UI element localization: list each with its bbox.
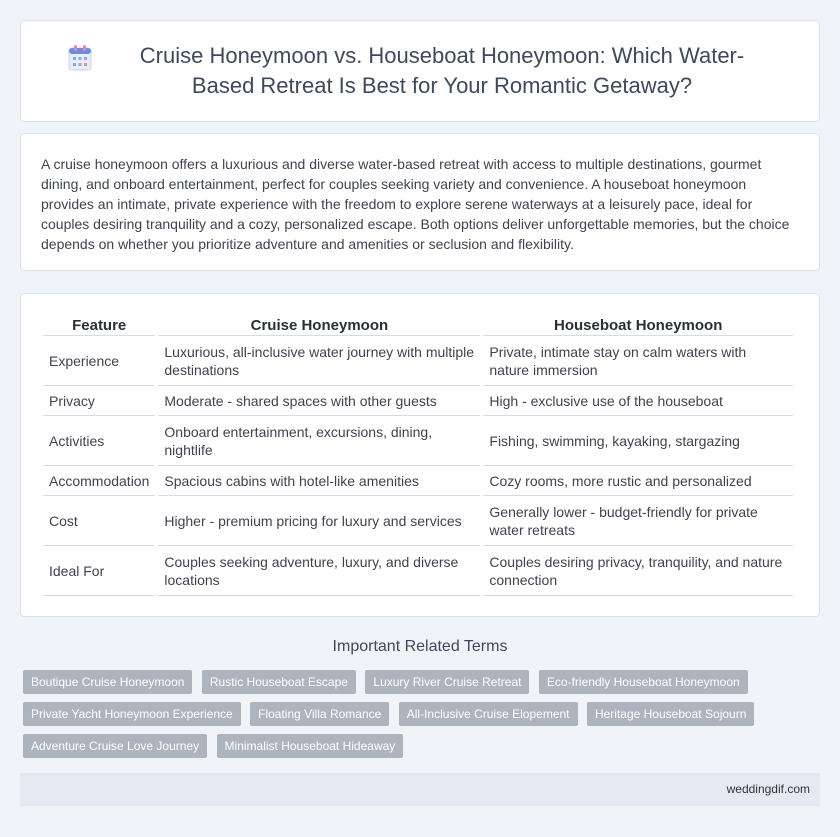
calendar-icon	[68, 45, 92, 71]
feature-cell: Activities	[43, 416, 155, 466]
cruise-cell: Higher - premium pricing for luxury and services	[158, 496, 480, 546]
feature-cell: Experience	[43, 336, 155, 386]
footer-site-link[interactable]: weddingdif.com	[726, 782, 810, 796]
related-term-tag[interactable]: Rustic Houseboat Escape	[202, 670, 356, 694]
feature-cell: Accommodation	[43, 466, 155, 496]
page-title: Cruise Honeymoon vs. Houseboat Honeymoon: Which Water-Based Retreat Is Best for Your Romantic Getaway?	[139, 43, 745, 98]
cruise-cell: Onboard entertainment, excursions, dining, nightlife	[158, 416, 480, 466]
related-terms-list	[23, 670, 823, 766]
houseboat-cell: High - exclusive use of the houseboat	[483, 386, 793, 416]
related-term-tag[interactable]: Private Yacht Honeymoon Experience	[23, 702, 241, 726]
related-term-tag[interactable]: Floating Villa Romance	[250, 702, 389, 726]
cruise-cell: Couples seeking adventure, luxury, and diverse locations	[158, 546, 480, 596]
houseboat-cell: Private, intimate stay on calm waters with nature immersion	[483, 336, 793, 386]
related-term-tag[interactable]: Luxury River Cruise Retreat	[365, 670, 529, 694]
summary-text: A cruise honeymoon offers a luxurious and diverse water-based retreat with access to multiple destinations, gourmet dining, and onboard entertainment, perfect for couples seeking variety and convenience. A houseboat honeymoon provides an intimate, private experience with the freedom to explore serene waterways at a leisurely pace, ideal for couples desiring tranquility and a cozy, personalized escape. Both options deliver unforgettable memories, but the choice depends on whether you prioritize adventure and amenities or seclusion and flexibility.	[41, 156, 790, 252]
comparison-table	[40, 314, 796, 596]
houseboat-cell: Fishing, swimming, kayaking, stargazing	[483, 416, 793, 466]
related-term-tag[interactable]: Heritage Houseboat Sojourn	[587, 702, 754, 726]
houseboat-cell: Cozy rooms, more rustic and personalized	[483, 466, 793, 496]
related-term-tag[interactable]: Boutique Cruise Honeymoon	[23, 670, 192, 694]
table-row	[43, 416, 793, 466]
feature-cell: Cost	[43, 496, 155, 546]
table-row	[43, 386, 793, 416]
summary-card	[20, 133, 820, 271]
footer	[20, 773, 820, 806]
related-term-tag[interactable]: All-Inclusive Cruise Elopement	[399, 702, 578, 726]
related-term-tag[interactable]: Adventure Cruise Love Journey	[23, 734, 207, 758]
header-cruise: Cruise Honeymoon	[158, 314, 480, 336]
feature-cell: Privacy	[43, 386, 155, 416]
table-row	[43, 336, 793, 386]
houseboat-cell: Generally lower - budget-friendly for private water retreats	[483, 496, 793, 546]
related-term-tag[interactable]: Eco-friendly Houseboat Honeymoon	[539, 670, 748, 694]
cruise-cell: Luxurious, all-inclusive water journey with multiple destinations	[158, 336, 480, 386]
feature-cell: Ideal For	[43, 546, 155, 596]
header-feature: Feature	[43, 314, 155, 336]
header-houseboat: Houseboat Honeymoon	[483, 314, 793, 336]
table-row	[43, 496, 793, 546]
houseboat-cell: Couples desiring privacy, tranquility, and nature connection	[483, 546, 793, 596]
cruise-cell: Spacious cabins with hotel-like amenities	[158, 466, 480, 496]
table-row	[43, 466, 793, 496]
cruise-cell: Moderate - shared spaces with other guests	[158, 386, 480, 416]
header-card	[20, 20, 820, 122]
related-term-tag[interactable]: Minimalist Houseboat Hideaway	[217, 734, 404, 758]
table-header-row	[43, 314, 793, 336]
comparison-card	[20, 293, 820, 617]
table-row	[43, 546, 793, 596]
related-terms-title: Important Related Terms	[332, 638, 508, 655]
